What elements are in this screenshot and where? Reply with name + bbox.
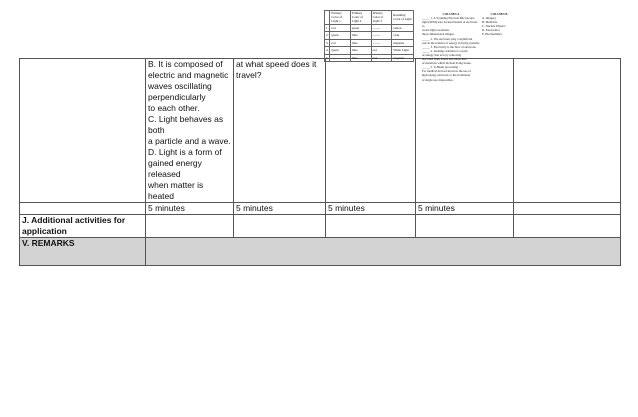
empty-cell (514, 215, 621, 238)
mini-header-cell: Primary Color of Light 2 (351, 11, 372, 25)
mini-cell: ------- (371, 24, 392, 32)
column-a-line: role in the transfer of energy in living systems. (422, 40, 480, 45)
mini-cell: White Light (392, 47, 414, 55)
time-cell: 5 minutes (146, 203, 234, 215)
time-cell: 5 minutes (416, 203, 514, 215)
mini-header-cell: Resulting Color of Light (392, 11, 414, 25)
column-a-line: three-dimensional images. (422, 32, 455, 37)
time-cell: 5 minutes (234, 203, 326, 215)
option-line: gained energy released (148, 158, 202, 179)
column-b-title: COLUMN B (490, 12, 508, 16)
empty-cell (514, 59, 621, 203)
column-b-line: C. Nuclear Physics (482, 24, 506, 29)
mini-header-cell: Primary Color of Light 3 (371, 11, 392, 25)
option-line: waves oscillating (148, 81, 212, 91)
mini-cell: green (330, 32, 351, 40)
column-a-line: _____ 2. The electrons play a significant (422, 36, 473, 41)
option-line: a particle and a wave. (148, 136, 231, 146)
empty-cell (146, 215, 234, 238)
mini-table-row (325, 39, 414, 47)
option-line: electric and magnetic (148, 70, 229, 80)
mini-cell: ------- (371, 32, 392, 40)
mini-table-header (325, 11, 414, 25)
mini-table-row (325, 47, 414, 55)
column-a-line: electrons from atoms and molecules (422, 57, 467, 62)
column-b-line: E. Biochemistry (482, 32, 503, 37)
empty-label-cell (20, 59, 146, 203)
column-a-line: of materials which include living tissue. (422, 61, 472, 66)
mini-cell: green (351, 24, 372, 32)
mini-cell: blue (351, 47, 372, 55)
option-line: perpendicularly (148, 92, 206, 102)
column-b-line: A. Imagery (482, 16, 497, 21)
mini-cell: 5. (326, 55, 329, 60)
empty-cell (514, 203, 621, 215)
column-a-line: _____ 5. X-Beam processing (422, 65, 459, 70)
primary-colors-table (324, 10, 414, 62)
time-row (20, 203, 621, 215)
mini-cell: blue (351, 32, 372, 40)
mini-cell: 1. (326, 25, 329, 30)
remarks-label: V. REMARKS (20, 238, 146, 266)
mini-cell: yellow (392, 24, 414, 32)
column-a-line: light (SEM) uses focused beams of electrons to (422, 20, 478, 29)
question-cell (234, 59, 326, 203)
column-b-line: B. Medicine (482, 20, 498, 25)
empty-cell (234, 215, 326, 238)
column-a-line: of energy that acts by removing (422, 52, 462, 57)
mini-cell: magenta (392, 54, 414, 62)
empty-cell (416, 215, 514, 238)
mini-cell: cyan (392, 32, 414, 40)
mini-cell: red (330, 39, 351, 47)
mini-cell: red (371, 47, 392, 55)
option-line: C. Light behaves as both (148, 114, 224, 135)
mini-cell: 2. (326, 33, 329, 38)
time-cell: 5 minutes (326, 203, 416, 215)
column-a-line: create high resolution, (422, 28, 450, 33)
content-row (20, 59, 621, 203)
mini-cell: red (371, 54, 392, 62)
option-line: D. Light is a form of (148, 147, 222, 157)
additional-activities-row (20, 215, 621, 238)
lesson-plan-table (19, 58, 620, 248)
mini-table-row (325, 54, 414, 62)
table-image-cell (326, 59, 416, 203)
mini-header-cell: Primary Color of Light 1 (330, 11, 351, 25)
mini-cell: blue (351, 54, 372, 62)
mini-cell: magenta (392, 39, 414, 47)
column-a-line: _____ 1. A Scanning Electron Microscope (422, 16, 475, 21)
mini-cell: 4. (326, 48, 329, 53)
column-a-line: of single use disposables. (422, 77, 454, 82)
option-line: when matter is heated (148, 180, 204, 201)
remarks-field[interactable] (146, 238, 621, 266)
options-cell (146, 59, 234, 203)
option-line: to each other. (148, 103, 200, 113)
column-a (422, 12, 480, 82)
mini-cell: ------- (330, 54, 351, 62)
question-text: at what speed does it travel? (236, 59, 317, 80)
empty-cell (326, 215, 416, 238)
column-b-line: D. Electronics (482, 28, 500, 33)
mini-table-row (325, 24, 414, 32)
mini-table-row (325, 32, 414, 40)
option-line: B. It is composed of (148, 59, 223, 69)
mini-cell: red (330, 24, 351, 32)
empty-label-cell (20, 203, 146, 215)
column-b (482, 12, 516, 37)
column-a-line: _____ 3. Electricity is the flow of electrons. (422, 44, 477, 49)
grid (19, 58, 621, 266)
mini-cell: green (330, 47, 351, 55)
column-a-title: COLUMN A (442, 12, 460, 16)
column-a-line: For medical devices involves the use of (422, 69, 471, 74)
mini-cell: 3. (326, 40, 329, 45)
mini-cell: ------- (371, 39, 392, 47)
column-a-line: _____ 4. Ionizing radiation is a form (422, 48, 468, 53)
remarks-row (20, 238, 621, 266)
mini-cell: blue (351, 39, 372, 47)
column-a-line: high energy electrons or the irradiation (422, 73, 471, 78)
additional-activities-label: J. Additional activities for application (20, 215, 146, 238)
